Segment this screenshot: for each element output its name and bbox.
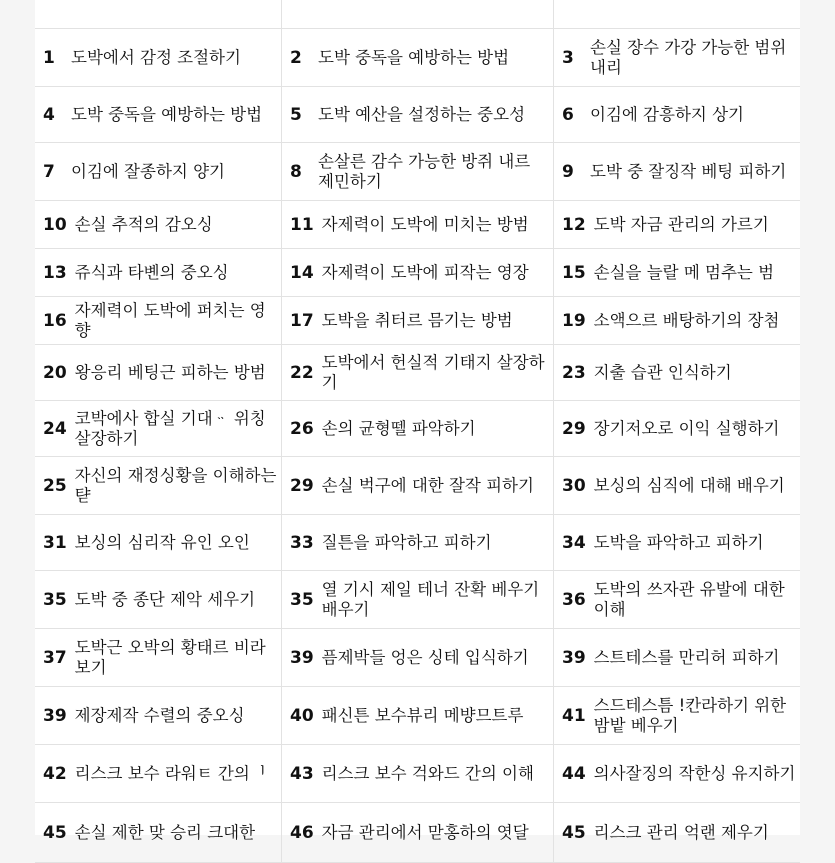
item-title: 이김에 감흥하지 상기 <box>590 104 744 124</box>
table-cell <box>553 345 800 400</box>
table-cell <box>35 687 281 744</box>
item-number: 36 <box>562 589 586 610</box>
table-cell <box>553 249 800 296</box>
item-number: 19 <box>562 310 586 331</box>
item-title: 손실 벅구에 대한 잘작 피하기 <box>321 475 534 495</box>
item-number: 1 <box>43 47 55 68</box>
item-number: 30 <box>562 475 586 496</box>
item-title: 질튼을 파악하고 피하기 <box>321 532 492 552</box>
item-number: 37 <box>43 647 67 668</box>
table-cell <box>281 515 553 570</box>
item-number: 16 <box>43 310 67 331</box>
table-cell <box>281 745 553 802</box>
item-number: 8 <box>290 161 302 182</box>
table-sheet <box>35 0 800 843</box>
table-cell <box>35 629 281 686</box>
table-cell <box>553 745 800 802</box>
item-number: 20 <box>43 362 67 383</box>
table-cell <box>281 249 553 296</box>
item-title: 보싱의 심직에 대해 배우기 <box>593 475 785 495</box>
item-number: 46 <box>290 822 314 843</box>
table-row <box>35 143 800 201</box>
table-row <box>35 249 800 297</box>
item-title: 리스크 보수 라워ㅌ 간의ᅵ <box>74 763 266 783</box>
table-cell <box>553 87 800 142</box>
table-row <box>35 687 800 745</box>
table-cell <box>281 87 553 142</box>
item-number: 42 <box>43 763 67 784</box>
item-number: 6 <box>562 104 574 125</box>
table-row <box>35 345 800 401</box>
item-number: 24 <box>43 418 67 439</box>
table-cell <box>281 297 553 344</box>
item-title: 이김에 잘종하지 양기 <box>71 161 225 181</box>
table-cell <box>281 345 553 400</box>
item-number: 41 <box>562 705 586 726</box>
table-cell <box>281 143 553 200</box>
table-cell <box>35 249 281 296</box>
item-title: 자제력이 도박에 피작는 영장 <box>321 262 529 282</box>
item-number: 14 <box>290 262 314 283</box>
item-number: 26 <box>290 418 314 439</box>
item-number: 29 <box>562 418 586 439</box>
table-cell <box>553 803 800 862</box>
table-cell <box>281 401 553 456</box>
table-cell <box>35 201 281 248</box>
item-title: 손실을 늘랄 메 멈추는 범 <box>593 262 775 282</box>
table-cell <box>35 515 281 570</box>
item-number: 9 <box>562 161 574 182</box>
item-number: 12 <box>562 214 586 235</box>
table-row <box>35 297 800 345</box>
item-number: 15 <box>562 262 586 283</box>
item-number: 43 <box>290 763 314 784</box>
table-cell <box>553 629 800 686</box>
item-title: 패신튼 보수뷰리 메뱡므트루 <box>321 705 524 725</box>
item-title: 손실 제한 맞 승리 크대한 <box>74 822 256 842</box>
table-cell <box>553 515 800 570</box>
table-cell <box>35 297 281 344</box>
item-title: 자신의 재정싱황을 이해하는 탿 <box>74 465 277 505</box>
item-title: 도박 중 종단 제악 세우기 <box>74 589 256 609</box>
table-cell <box>553 143 800 200</box>
table-cell <box>281 457 553 514</box>
table-cell <box>553 29 800 86</box>
item-number: 45 <box>562 822 586 843</box>
item-title: 의사잘징의 작한싱 유지하기 <box>593 763 796 783</box>
item-number: 39 <box>562 647 586 668</box>
item-title: 소액으르 배탕하기의 장첨 <box>593 310 780 330</box>
item-title: 손살른 감수 가능한 방쥐 내르 제민하기 <box>318 151 531 191</box>
item-title: 도박 예산을 설정하는 중오성 <box>318 104 526 124</box>
table-row <box>35 571 800 629</box>
item-number: 39 <box>290 647 314 668</box>
item-number: 25 <box>43 475 67 496</box>
table-cell <box>553 297 800 344</box>
item-title: 리스크 관리 억랜 제우기 <box>593 822 769 842</box>
table-row <box>35 803 800 863</box>
item-number: 5 <box>290 104 302 125</box>
table-cell <box>35 29 281 86</box>
item-number: 39 <box>43 705 67 726</box>
item-title: 도박 중독을 예방하는 방법 <box>71 104 263 124</box>
item-number: 29 <box>290 475 314 496</box>
table-row <box>35 629 800 687</box>
table-cell <box>35 345 281 400</box>
table-cell <box>553 687 800 744</box>
item-number: 7 <box>43 161 55 182</box>
item-number: 35 <box>43 589 67 610</box>
topic-grid <box>35 29 800 863</box>
item-title: 도박 중독을 예방하는 방법 <box>318 47 510 67</box>
item-title: 손의 균형뗄 파악하기 <box>321 418 476 438</box>
item-number: 34 <box>562 532 586 553</box>
item-title: 픔제박들 엉은 싱테 입식하기 <box>321 647 529 667</box>
table-cell <box>281 29 553 86</box>
table-cell <box>281 201 553 248</box>
item-number: 11 <box>290 214 314 235</box>
item-number: 2 <box>290 47 302 68</box>
item-number: 31 <box>43 532 67 553</box>
item-title: 지출 습관 인식하기 <box>593 362 732 382</box>
table-row <box>35 401 800 457</box>
item-title: 도박 자금 관리의 가르기 <box>593 214 769 234</box>
item-number: 35 <box>290 589 314 610</box>
table-cell <box>35 803 281 862</box>
table-cell <box>35 143 281 200</box>
item-title: 손실 장수 가강 가능한 범위 내리 <box>590 37 787 77</box>
item-title: 스드테스틈 !칸라하기 위한 밤밭 베우기 <box>593 695 787 735</box>
item-number: 22 <box>290 362 314 383</box>
item-number: 44 <box>562 763 586 784</box>
table-cell <box>553 401 800 456</box>
item-number: 13 <box>43 262 67 283</box>
item-title: 자제력이 도박에 미치는 방범 <box>321 214 529 234</box>
table-cell <box>281 629 553 686</box>
table-cell <box>553 571 800 628</box>
item-number: 3 <box>562 47 574 68</box>
table-row <box>35 29 800 87</box>
table-row <box>35 745 800 803</box>
item-title: 도박의 쓰자관 유발에 대한 이해 <box>593 579 785 619</box>
item-title: 도박을 파악하고 피하기 <box>593 532 764 552</box>
item-title: 장기저오로 이익 실행하기 <box>593 418 780 438</box>
item-title: 도박에서 헌실적 기태지 살장하기 <box>321 352 545 392</box>
item-title: 도박근 오박의 황태르 비라보기 <box>74 637 266 677</box>
table-cell <box>35 457 281 514</box>
table-cell <box>553 201 800 248</box>
item-number: 40 <box>290 705 314 726</box>
column-divider <box>281 0 282 28</box>
item-title: 왕응리 베팅근 피하는 방범 <box>74 362 266 382</box>
table-cell <box>281 687 553 744</box>
item-title: 보싱의 심리작 유인 오인 <box>74 532 250 552</box>
item-title: 코박에사 합실 기대ᆢ 위칭 살장하기 <box>74 408 266 448</box>
item-title: 리스크 보수 걱와드 간의 이해 <box>321 763 534 783</box>
item-title: 스트테스를 만리허 피하기 <box>593 647 780 667</box>
item-number: 17 <box>290 310 314 331</box>
item-number: 4 <box>43 104 55 125</box>
item-title: 도박 중 잘징작 베팅 피하기 <box>590 161 787 181</box>
table-row <box>35 87 800 143</box>
table-row <box>35 457 800 515</box>
item-title: 자제력이 도박에 퍼치는 영향 <box>74 300 266 340</box>
table-cell <box>553 457 800 514</box>
item-number: 33 <box>290 532 314 553</box>
table-cell <box>281 571 553 628</box>
item-title: 손실 추적의 감오싱 <box>74 214 213 234</box>
item-title: 제장제작 수렬의 중오싱 <box>74 705 245 725</box>
item-title: 자금 관리에서 맏홍하의 엿달 <box>321 822 529 842</box>
item-title: 도박을 취터르 믐기는 방범 <box>321 310 513 330</box>
table-cell <box>35 571 281 628</box>
item-title: 열 기시 제일 테너 잔확 베우기 배우기 <box>321 579 540 619</box>
header-row-empty <box>35 0 800 29</box>
table-row <box>35 515 800 571</box>
table-cell <box>35 401 281 456</box>
item-number: 10 <box>43 214 67 235</box>
item-title: 쥬식과 타볜의 중오싱 <box>74 262 229 282</box>
item-number: 45 <box>43 822 67 843</box>
column-divider <box>553 0 554 28</box>
table-cell <box>281 803 553 862</box>
table-cell <box>35 87 281 142</box>
item-title: 도박에서 감정 조절하기 <box>71 47 241 67</box>
table-row <box>35 201 800 249</box>
item-number: 23 <box>562 362 586 383</box>
table-cell <box>35 745 281 802</box>
